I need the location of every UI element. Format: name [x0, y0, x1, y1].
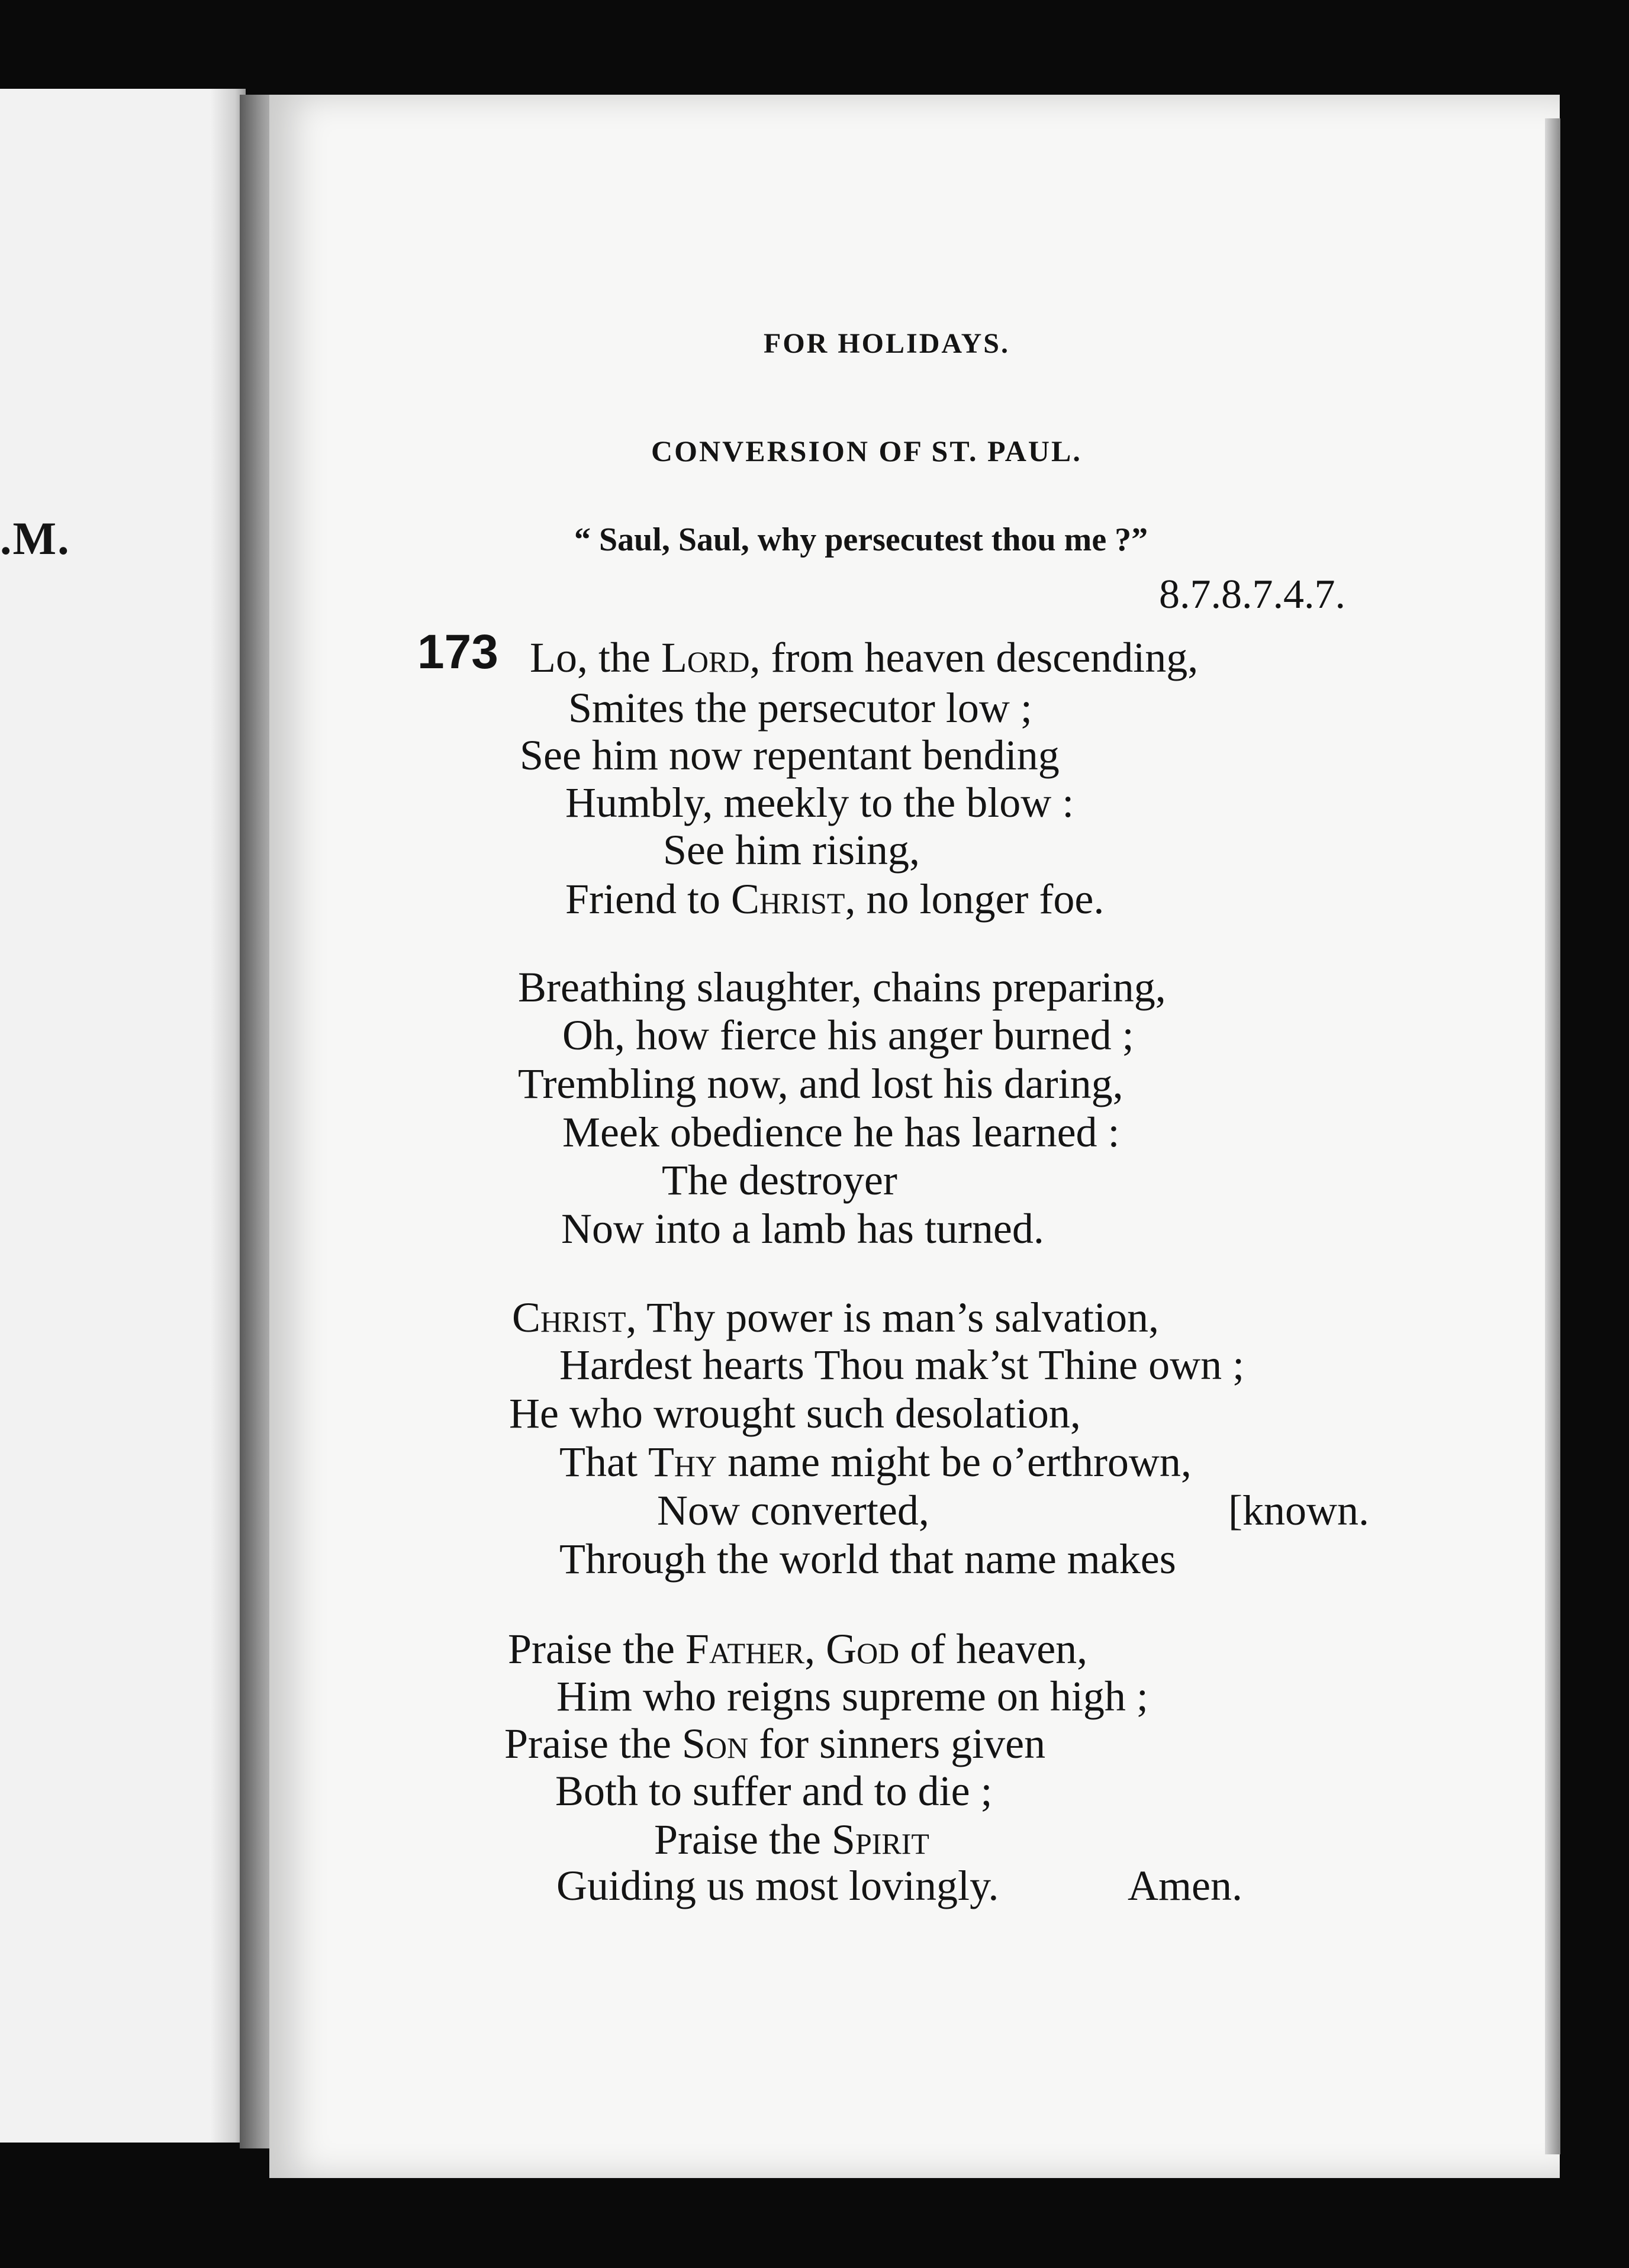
- line-text: , from heaven descending,: [749, 634, 1199, 681]
- verse-4-line-3: [504, 1722, 1045, 1765]
- line-text: Smites the persecutor low ;: [568, 684, 1032, 732]
- line-text: Now into a lamb has turned.: [561, 1205, 1044, 1252]
- line-text: Hardest hearts Thou mak’st Thine own ;: [559, 1341, 1245, 1388]
- line-text: See him rising,: [663, 826, 920, 874]
- verse-1-line-5: [663, 826, 920, 874]
- verse-4-line-2: [556, 1675, 1148, 1718]
- line-text: He who wrought such desolation,: [509, 1390, 1081, 1437]
- verse-3-line-2: [559, 1341, 1245, 1388]
- line-text: , Thy power is man’s salvation,: [626, 1294, 1160, 1341]
- line-text: Praise the: [504, 1720, 682, 1767]
- running-head: FOR HOLIDAYS.: [764, 328, 1010, 359]
- hymn-number: 173: [417, 625, 498, 679]
- line-text: Thy: [648, 1438, 717, 1486]
- line-text: , no longer foe.: [845, 875, 1105, 923]
- verse-4-line-5: [654, 1818, 929, 1861]
- verse-2-line-2: [562, 1011, 1134, 1059]
- line-text: Guiding us most lovingly.: [556, 1862, 999, 1909]
- verse-1-line-6: [565, 875, 1105, 923]
- line-text: Now converted,: [657, 1487, 929, 1534]
- line-text: Friend to: [565, 875, 731, 923]
- line-text: Humbly, meekly to the blow :: [565, 779, 1074, 826]
- verse-2-line-1: [518, 966, 1166, 1009]
- line-text: Trembling now, and lost his daring,: [518, 1060, 1123, 1107]
- line-text: Praise the: [508, 1625, 685, 1673]
- verse-3-line-1: [512, 1296, 1159, 1339]
- line-text: Lo, the: [530, 634, 661, 681]
- line-text: See him now repentant bending: [520, 732, 1060, 779]
- verse-4-line-4: [555, 1767, 993, 1815]
- line-text: Spirit: [831, 1816, 929, 1863]
- amen: Amen.: [1128, 1862, 1242, 1909]
- line-text: Oh, how fierce his anger burned ;: [562, 1011, 1134, 1059]
- line-text: Meek obedience he has learned :: [562, 1109, 1120, 1156]
- verse-3-line-4: [559, 1438, 1192, 1486]
- verse-3-line-6: [559, 1535, 1176, 1583]
- verse-1-line-3: [520, 734, 1060, 777]
- line-text: Christ: [730, 875, 845, 923]
- verse-1-line-4: [565, 781, 1074, 824]
- verse-3-line-3: [509, 1392, 1081, 1435]
- verse-2-line-6: [561, 1207, 1044, 1250]
- verse-1-line-1: [530, 636, 1198, 679]
- line-text: The destroyer: [662, 1156, 897, 1204]
- verse-2-line-4: [562, 1111, 1120, 1154]
- line-text: ,: [804, 1625, 826, 1673]
- verse-2-line-3: [518, 1062, 1123, 1105]
- verse-4-line-6: [556, 1864, 999, 1907]
- line-text: Christ: [512, 1294, 626, 1341]
- line-text: Father: [685, 1625, 805, 1673]
- epigraph: “ Saul, Saul, why persecutest thou me ?”: [574, 521, 1148, 558]
- line-text: of heaven,: [899, 1625, 1088, 1673]
- line-text: Praise the: [654, 1816, 832, 1863]
- left-page-fragment: .M.: [0, 513, 70, 564]
- line-text: Him who reigns supreme on high ;: [556, 1673, 1148, 1720]
- left-page: [0, 89, 246, 2143]
- line-text: Breathing slaughter, chains preparing,: [518, 964, 1166, 1011]
- line-text: That: [559, 1438, 648, 1486]
- line-text: for sinners given: [748, 1720, 1046, 1767]
- line-text: Lord: [661, 634, 750, 681]
- line-text: Through the world that name makes: [559, 1535, 1176, 1583]
- line-text: God: [826, 1625, 900, 1673]
- turnover-text: [known.: [1228, 1487, 1369, 1534]
- hymn-title: CONVERSION OF ST. PAUL.: [651, 434, 1082, 468]
- verse-3-line-5: [657, 1489, 929, 1532]
- verse-1-line-2: [568, 684, 1032, 732]
- meter: 8.7.8.7.4.7.: [1159, 572, 1345, 617]
- page-edge: [1545, 118, 1560, 2154]
- line-text: Both to suffer and to die ;: [555, 1767, 993, 1815]
- line-text: Son: [681, 1720, 749, 1767]
- verse-2-line-5: [662, 1156, 897, 1204]
- line-text: name might be o’erthrown,: [717, 1438, 1192, 1486]
- verse-4-line-1: [508, 1625, 1088, 1673]
